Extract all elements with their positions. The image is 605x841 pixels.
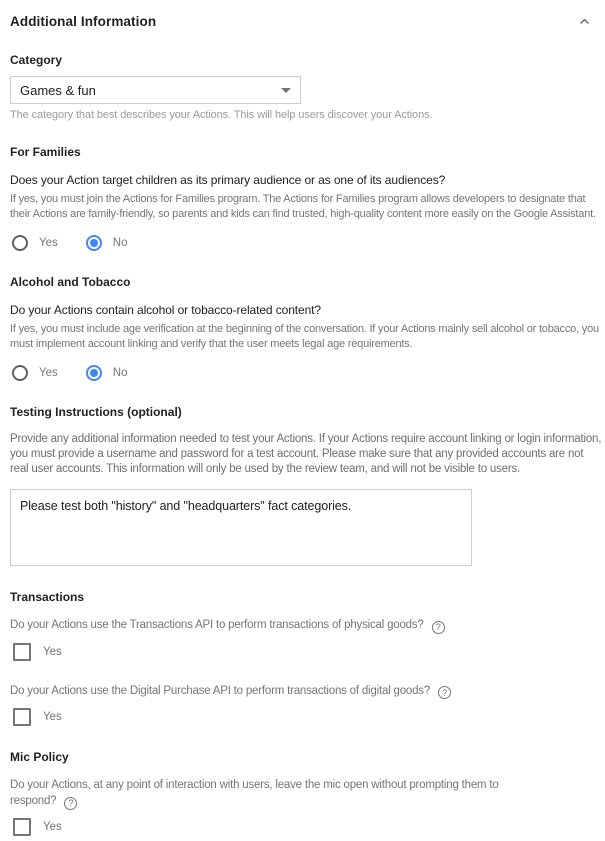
help-icon[interactable]: ? xyxy=(64,797,77,810)
mic-policy-checkbox-row xyxy=(13,818,597,836)
for-families-question: Does your Action target children as its primary audience or as one of its audiences? xyxy=(10,173,446,187)
panel-title: Additional Information xyxy=(10,14,157,29)
radio-label-no[interactable]: No xyxy=(112,367,128,379)
mic-policy-question-text: Do your Actions, at any point of interaction with users, leave the mic open without prompting them to respond? xyxy=(10,779,499,807)
transactions-title: Transactions xyxy=(10,590,85,604)
transactions-question-digital-text: Do your Actions use the Digital Purchase API to perform transactions of digital goods? xyxy=(10,684,431,697)
mic-policy-section xyxy=(10,750,597,836)
category-selected-value: Games & fun xyxy=(20,82,96,98)
help-icon[interactable]: ? xyxy=(432,621,445,634)
radio-label-no[interactable]: No xyxy=(112,237,128,249)
transactions-digital-checkbox-row xyxy=(13,708,597,726)
transactions-question-digital xyxy=(10,683,597,700)
checkbox-label-yes[interactable]: Yes xyxy=(43,645,62,658)
transactions-question-physical-text: Do your Actions use the Transactions API to perform transactions of physical goods? xyxy=(10,619,424,631)
radio-label-yes[interactable]: Yes xyxy=(39,237,58,249)
radio-unselected-icon[interactable] xyxy=(12,235,28,251)
for-families-section xyxy=(10,145,597,251)
transactions-question-physical xyxy=(10,617,597,634)
testing-instructions-description: Provide any additional information needed to test your Actions. If your Actions require account linking or login information, you must provide a username and password for a test account. Please make sure that any provided accounts are not real user accounts. This information will only be used by the review team, and will not be visible to users. xyxy=(10,433,602,475)
testing-instructions-section xyxy=(10,405,602,566)
for-families-radio-option-no[interactable] xyxy=(86,235,128,251)
alcohol-tobacco-radio-group xyxy=(12,365,597,381)
radio-unselected-icon[interactable] xyxy=(12,365,28,381)
transactions-section xyxy=(10,590,597,726)
testing-instructions-textarea[interactable] xyxy=(10,489,472,566)
panel-header xyxy=(10,14,597,29)
alcohol-tobacco-title: Alcohol and Tobacco xyxy=(10,275,131,289)
category-field xyxy=(10,53,597,121)
checkbox-unchecked-icon[interactable] xyxy=(13,708,31,726)
dropdown-arrow-icon xyxy=(281,88,291,93)
radio-selected-icon[interactable] xyxy=(86,365,102,381)
category-helper-text: The category that best describes your Actions. This will help users discover your Actions. xyxy=(10,109,433,121)
transactions-physical-checkbox-row xyxy=(13,643,597,661)
category-label: Category xyxy=(10,53,63,67)
checkbox-label-yes[interactable]: Yes xyxy=(43,711,62,723)
alcohol-tobacco-description: If yes, you must include age verification at the beginning of the conversation. If your Actions mainly sell alcohol or tobacco, you must implement account linking and verify that the user meets legal age requirements. xyxy=(10,323,599,350)
category-select[interactable] xyxy=(10,76,301,104)
testing-instructions-title: Testing Instructions (optional) xyxy=(10,405,182,419)
help-icon[interactable]: ? xyxy=(438,686,451,699)
radio-label-yes[interactable]: Yes xyxy=(39,367,58,379)
for-families-description: If yes, you must join the Actions for Families program. The Actions for Families program allows developers to designate that their Actions are family-friendly, so parents and kids can find trusted, high-quality content more easily on the Google Assistant. xyxy=(10,193,596,220)
chevron-up-icon[interactable] xyxy=(577,15,591,29)
mic-policy-question xyxy=(10,777,515,810)
checkbox-unchecked-icon[interactable] xyxy=(13,643,31,661)
mic-policy-title: Mic Policy xyxy=(10,750,69,764)
for-families-radio-group xyxy=(12,235,597,251)
checkbox-unchecked-icon[interactable] xyxy=(13,818,31,836)
alcohol-tobacco-question: Do your Actions contain alcohol or tobacco-related content? xyxy=(10,303,321,317)
alcohol-tobacco-radio-option-no[interactable] xyxy=(86,365,128,381)
alcohol-tobacco-section xyxy=(10,275,597,381)
checkbox-label-yes[interactable]: Yes xyxy=(43,820,62,833)
for-families-title: For Families xyxy=(10,145,81,159)
alcohol-tobacco-radio-option-yes[interactable] xyxy=(12,365,58,381)
radio-selected-icon[interactable] xyxy=(86,235,102,251)
for-families-radio-option-yes[interactable] xyxy=(12,235,58,251)
